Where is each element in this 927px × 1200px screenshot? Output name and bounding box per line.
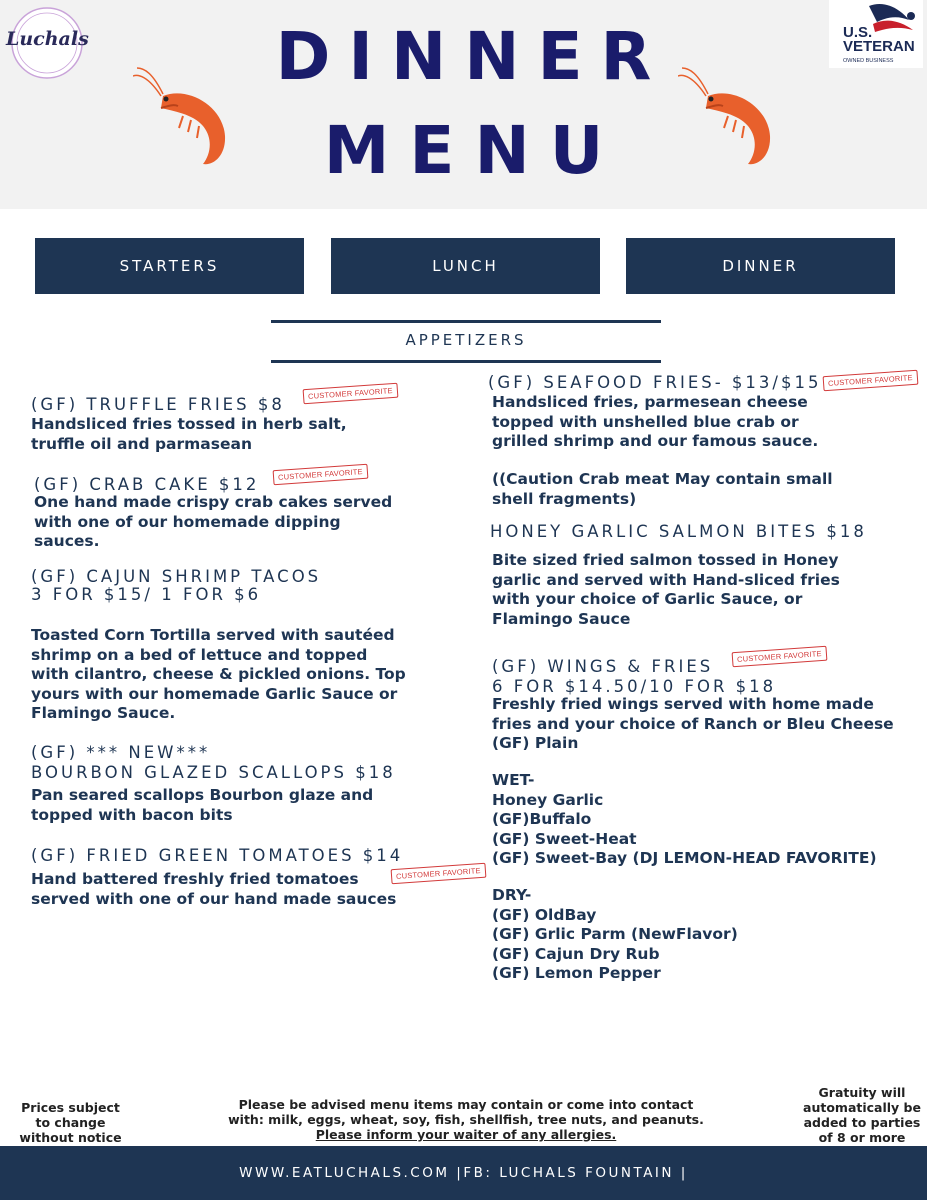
item-price-shrimp-tacos: 3 FOR $15/ 1 FOR $6: [31, 585, 262, 604]
item-desc-seafood-fries: Handsliced fries, parmesean cheese topped with unshelled blue crab or grilled shrimp and our famous sauce.: [492, 393, 819, 450]
item-title-crab-cake: (GF) CRAB CAKE $12: [34, 475, 260, 494]
customer-favorite-badge: CUSTOMER FAVORITE: [273, 464, 369, 486]
item-desc-truffle-fries: Handsliced fries tossed in herb salt, truffle oil and parmasean: [31, 415, 347, 453]
tab-dinner[interactable]: DINNER: [626, 238, 895, 294]
item-title-scallops: BOURBON GLAZED SCALLOPS $18: [31, 763, 396, 782]
item-price-wings: 6 FOR $14.50/10 FOR $18: [492, 677, 777, 696]
header-banner: [0, 0, 927, 209]
section-rule-top: [271, 320, 661, 323]
item-desc-salmon-bites: Bite sized fried salmon tossed in Honey garlic and served with Hand-sliced fries with your choice of Garlic Sauce, or Flamingo Sauce: [492, 551, 840, 628]
item-desc-scallops: Pan seared scallops Bourbon glaze and topped with bacon bits: [31, 786, 374, 824]
footer-website-bar[interactable]: WWW.EATLUCHALS.COM |FB: LUCHALS FOUNTAIN |: [0, 1146, 927, 1200]
item-title-salmon-bites: HONEY GARLIC SALMON BITES $18: [490, 522, 867, 541]
allergy-text: Please be advised menu items may contain or come into contact with: milk, eggs, wheat, soy, fish, shellfish, tree nuts, and peanuts.: [228, 1097, 704, 1127]
prices-note: Prices subject to change without notice: [19, 1100, 122, 1145]
item-desc-wings: Freshly fried wings served with home made fries and your choice of Ranch or Bleu Cheese (GF) Plain: [492, 695, 894, 752]
veteran-us: U.S.: [843, 24, 873, 41]
item-tag-scallops-new: (GF) *** NEW***: [31, 743, 211, 762]
item-caution-seafood-fries: ((Caution Crab meat May contain small shell fragments): [492, 470, 833, 508]
section-rule-bottom: [271, 360, 661, 363]
page-title-line2: MENU: [323, 112, 624, 189]
veteran-label: VETERAN: [843, 38, 915, 55]
section-title: APPETIZERS: [405, 331, 527, 349]
item-title-wings: (GF) WINGS & FRIES: [492, 657, 714, 676]
allergy-note: [200, 1097, 732, 1142]
tab-starters[interactable]: STARTERS: [35, 238, 304, 294]
shrimp-right-icon: [678, 66, 778, 176]
item-desc-shrimp-tacos: Toasted Corn Tortilla served with sautéed shrimp on a bed of lettuce and topped with cilantro, cheese & pickled onions. Top yours with our homemade Garlic Sauce or Flamingo Sauce.: [31, 626, 406, 722]
customer-favorite-badge: CUSTOMER FAVORITE: [391, 863, 487, 885]
wings-wet-options: WET- Honey Garlic (GF)Buffalo (GF) Sweet-Heat (GF) Sweet-Bay (DJ LEMON-HEAD FAVORITE): [492, 771, 877, 867]
allergy-inform-link: Please inform your waiter of any allergies.: [315, 1127, 617, 1142]
veteran-owned-label: OWNED BUSINESS: [843, 58, 894, 64]
customer-favorite-badge: CUSTOMER FAVORITE: [823, 370, 919, 392]
item-title-seafood-fries: (GF) SEAFOOD FRIES- $13/$15: [488, 373, 822, 392]
item-title-green-tomatoes: (GF) FRIED GREEN TOMATOES $14: [31, 846, 404, 865]
page-title-line1: DINNER: [275, 18, 670, 95]
customer-favorite-badge: CUSTOMER FAVORITE: [303, 383, 399, 405]
customer-favorite-badge: CUSTOMER FAVORITE: [732, 646, 828, 668]
item-desc-green-tomatoes: Hand battered freshly fried tomatoes served with one of our hand made sauces: [31, 870, 397, 908]
item-title-truffle-fries: (GF) TRUFFLE FRIES $8: [31, 395, 285, 414]
logo-text: Luchals: [6, 28, 89, 50]
gratuity-note: Gratuity will automatically be added to parties of 8 or more: [803, 1085, 921, 1145]
item-desc-crab-cake: One hand made crispy crab cakes served with one of our homemade dipping sauces.: [34, 493, 393, 550]
shrimp-left-icon: [133, 66, 233, 176]
tab-lunch[interactable]: LUNCH: [331, 238, 600, 294]
wings-dry-options: DRY- (GF) OldBay (GF) Grlic Parm (NewFlavor) (GF) Cajun Dry Rub (GF) Lemon Pepper: [492, 886, 738, 982]
item-title-shrimp-tacos: (GF) CAJUN SHRIMP TACOS: [31, 567, 322, 586]
veteran-owned-badge: [829, 0, 923, 68]
